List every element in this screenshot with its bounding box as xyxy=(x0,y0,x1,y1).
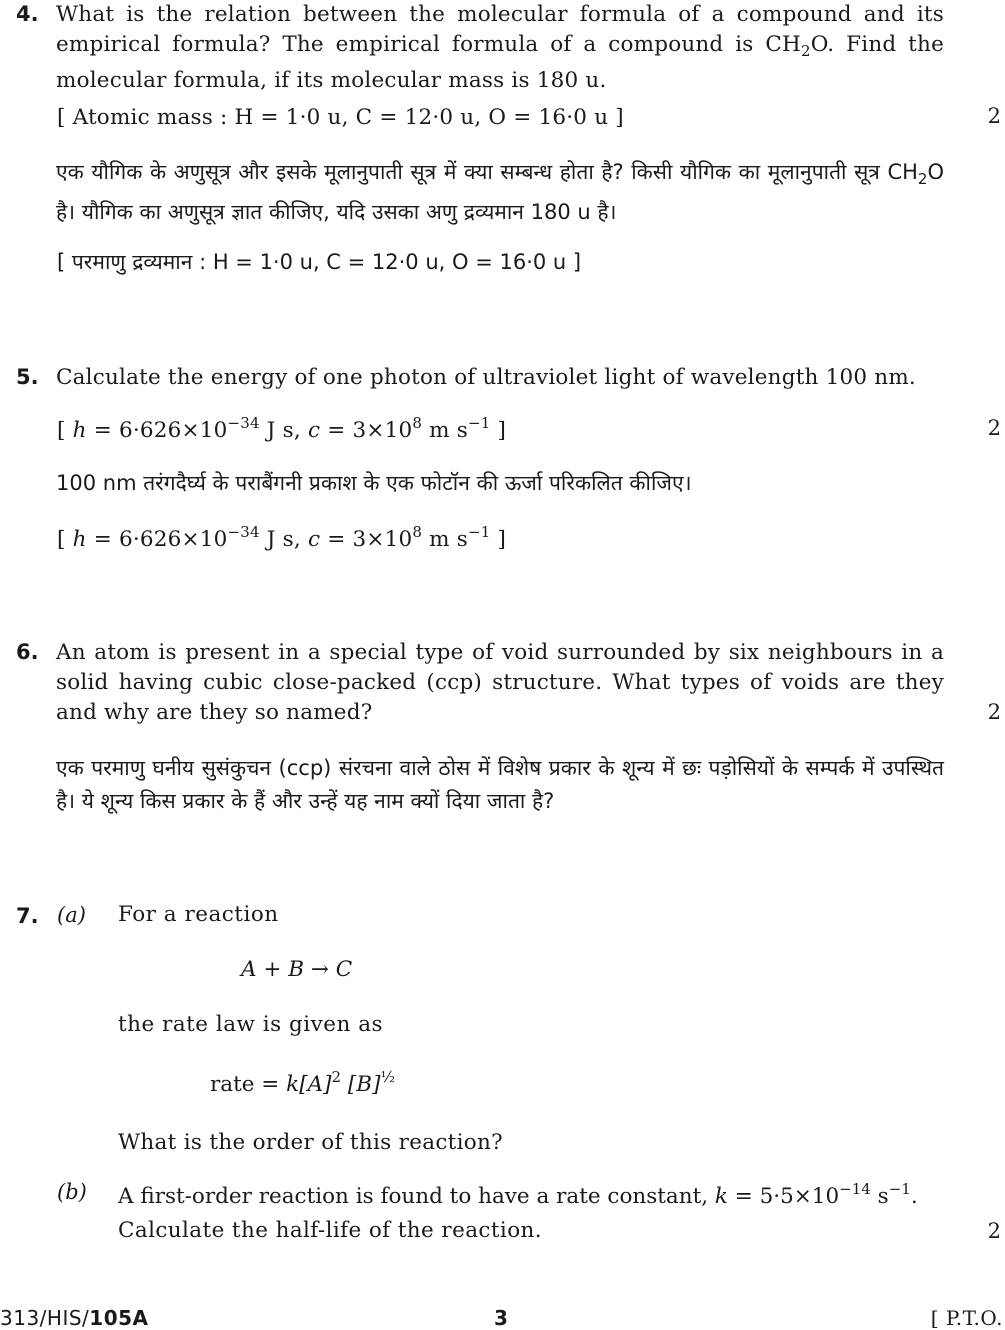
part-a-label: (a) xyxy=(57,903,86,927)
part-b-line1: A first-order reaction is found to have a rate constant, $k = 5\cdot 5\times 10^{-14}$ $s^{-1}$. xyxy=(118,1180,918,1209)
rate-law-intro: the rate law is given as xyxy=(118,1012,384,1037)
question-6-hindi: एक परमाणु घनीय सुसंकुचन (ccp) संरचना वाले ठोस में विशेष प्रकार के शून्य में छः पड़ोसियों के सम्पर्क में उपस्थित है। ये शून्य किस प्रकार के हैं और उन्हें यह नाम क्यों दिया जाता है? xyxy=(56,756,944,813)
part-a-intro: For a reaction xyxy=(118,902,279,927)
question-4-hindi-atomic-mass: [ परमाणु द्रव्यमान : H = 1·0 u, C = 12·0 u, O = 16·0 u ] xyxy=(57,250,582,274)
question-4-english: What is the relation between the molecular formula of a compound and its empirical formula? The empirical formula of a compound is $CH_2O$. Find the molecular formula, if its molecular mass is 180 u. xyxy=(56,2,944,93)
question-number: 7. xyxy=(16,904,39,928)
pto-label: [ P.T.O. xyxy=(930,1306,1003,1330)
question-5-hindi: 100 nm तरंगदैर्घ्य के पराबैंगनी प्रकाश के एक फोटॉन की ऊर्जा परिकलित कीजिए। xyxy=(56,471,692,495)
part-b-label: (b) xyxy=(57,1180,87,1204)
question-number: 6. xyxy=(16,640,39,664)
reaction-equation: A + B → C xyxy=(241,957,353,982)
question-5-constants: [ $h = 6\cdot 626\times 10^{-34}$ J s, $c = 3\times 10^8$ m $s^{-1}$ ] xyxy=(57,414,507,443)
question-5-hindi-constants: [ $h = 6\cdot 626\times 10^{-34}$ J s, $c = 3\times 10^8$ m $s^{-1}$ ] xyxy=(57,523,507,552)
page-number: 3 xyxy=(494,1306,509,1330)
question-4-hindi: एक यौगिक के अणुसूत्र और इसके मूलानुपाती सूत्र में क्या सम्बन्ध होता है? किसी यौगिक का मूलानुपाती सूत्र $CH_2O$ है। यौगिक का अणुसूत्र ज्ञात कीजिए, यदि उसका अणु द्रव्यमान 180 u है। xyxy=(56,160,944,224)
marks: 2 xyxy=(987,1219,1001,1243)
order-question: What is the order of this reaction? xyxy=(118,1130,504,1155)
paper-code: 313/HIS/105A xyxy=(0,1306,149,1330)
marks: 2 xyxy=(987,416,1001,440)
marks: 2 xyxy=(987,700,1001,724)
question-number: 5. xyxy=(16,365,39,389)
part-b-line2: Calculate the half-life of the reaction. xyxy=(118,1218,543,1243)
question-number: 4. xyxy=(16,2,39,26)
question-4-atomic-mass: [ Atomic mass : H = 1·0 u, C = 12·0 u, O = 16·0 u ] xyxy=(57,105,624,130)
question-5-english: Calculate the energy of one photon of ultraviolet light of wavelength 100 nm. xyxy=(56,365,916,390)
question-6-english: An atom is present in a special type of void surrounded by six neighbours in a solid having cubic close-packed (ccp) structure. What types of voids are they and why are they so named? xyxy=(56,640,944,725)
marks: 2 xyxy=(987,104,1001,128)
rate-law-equation: rate = $k[A]^2$ $[B]^{\frac{1}{2}}$ xyxy=(210,1068,396,1097)
